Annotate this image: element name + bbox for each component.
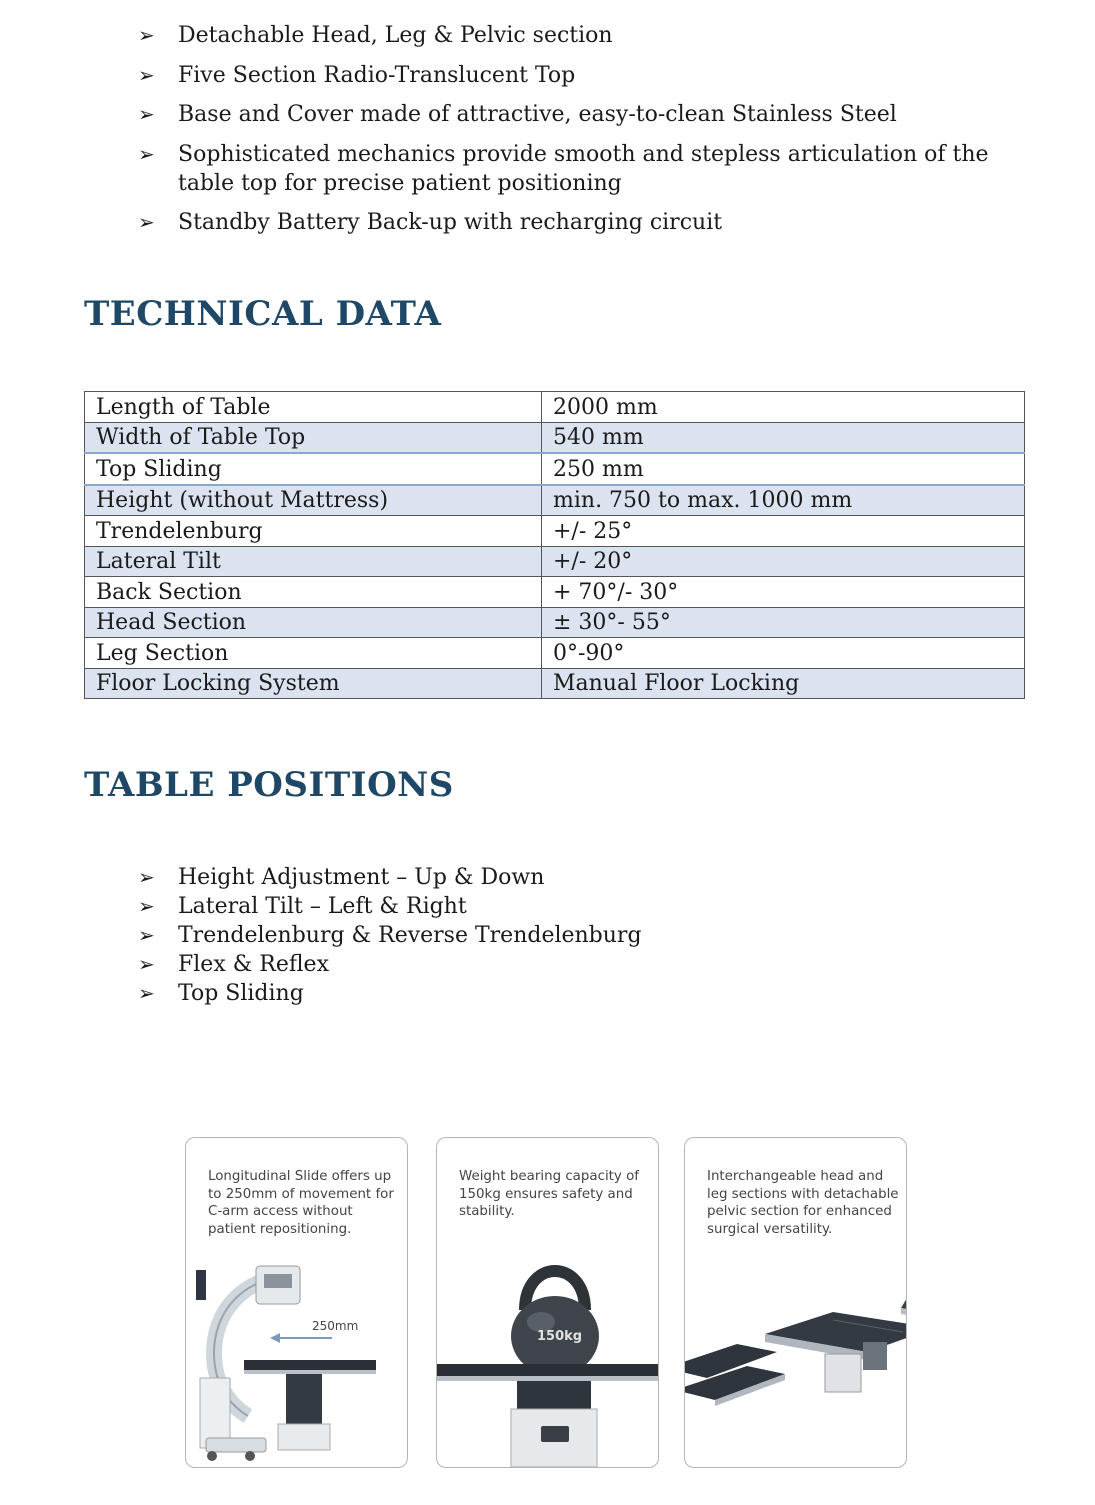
table-row — [85, 607, 1025, 638]
slide-distance-label: 250mm — [312, 1319, 359, 1333]
position-text: Flex & Reflex — [178, 952, 329, 977]
list-item — [138, 100, 1018, 129]
spec-value: +/- 20° — [542, 546, 1025, 577]
table-row — [85, 668, 1025, 699]
list-item — [138, 921, 642, 950]
spec-value: min. 750 to max. 1000 mm — [542, 485, 1025, 516]
list-item — [138, 61, 1018, 90]
spec-label: Head Section — [85, 607, 542, 638]
card-caption: Weight bearing capacity of 150kg ensures safety and stability. — [459, 1169, 640, 1219]
table-positions-heading: TABLE POSITIONS — [84, 765, 454, 805]
arrowhead-bullet-icon: ➢ — [138, 952, 155, 976]
table-row — [85, 516, 1025, 547]
positions-list — [138, 863, 642, 1008]
table-row — [85, 546, 1025, 577]
table-row — [85, 422, 1025, 453]
c-arm-table-illustration — [186, 1138, 407, 1467]
arrowhead-bullet-icon: ➢ — [138, 141, 155, 166]
weight-label: 150kg — [537, 1329, 583, 1344]
spec-label: Width of Table Top — [85, 422, 542, 453]
spec-value: 540 mm — [542, 422, 1025, 453]
arrowhead-bullet-icon: ➢ — [138, 923, 155, 947]
list-item — [138, 892, 642, 921]
spec-label: Back Section — [85, 577, 542, 608]
table-row — [85, 453, 1025, 485]
technical-data-heading: TECHNICAL DATA — [84, 294, 442, 334]
spec-label: Lateral Tilt — [85, 546, 542, 577]
table-row — [85, 485, 1025, 516]
spec-label: Leg Section — [85, 638, 542, 669]
list-item — [138, 950, 642, 979]
arrowhead-bullet-icon: ➢ — [138, 981, 155, 1005]
spec-value: +/- 25° — [542, 516, 1025, 547]
feature-text: Base and Cover made of attractive, easy-to-clean Stainless Steel — [178, 102, 897, 127]
spec-label: Floor Locking System — [85, 668, 542, 699]
list-item — [138, 208, 1018, 237]
table-row — [85, 638, 1025, 669]
spec-value: ± 30°- 55° — [542, 607, 1025, 638]
position-text: Top Sliding — [178, 981, 304, 1006]
kettlebell-table-illustration — [437, 1138, 658, 1467]
spec-value: + 70°/- 30° — [542, 577, 1025, 608]
arrowhead-bullet-icon: ➢ — [138, 894, 155, 918]
table-sections-illustration — [685, 1138, 906, 1467]
card-caption: Interchangeable head and leg sections with detachable pelvic section for enhanced surgical versatility. — [707, 1169, 899, 1237]
technical-data-table — [84, 391, 1025, 699]
table-row — [85, 577, 1025, 608]
arrowhead-bullet-icon: ➢ — [138, 102, 155, 126]
position-text: Height Adjustment – Up & Down — [178, 865, 545, 890]
spec-value: 0°-90° — [542, 638, 1025, 669]
arrowhead-bullet-icon: ➢ — [138, 865, 155, 889]
spec-value: Manual Floor Locking — [542, 668, 1025, 699]
list-item — [138, 863, 642, 892]
spec-label: Length of Table — [85, 392, 542, 423]
card-caption: Longitudinal Slide offers up to 250mm of movement for C-arm access without patient repositioning. — [208, 1169, 394, 1237]
arrowhead-bullet-icon: ➢ — [138, 210, 155, 234]
list-item — [138, 140, 1018, 198]
feature-card-sections — [684, 1137, 907, 1468]
arrowhead-bullet-icon: ➢ — [138, 23, 155, 47]
feature-text: Sophisticated mechanics provide smooth and stepless articulation of the table top for precise patient positioning — [178, 141, 989, 196]
spec-label: Top Sliding — [85, 453, 542, 485]
spec-label: Height (without Mattress) — [85, 485, 542, 516]
feature-card-capacity — [436, 1137, 659, 1468]
position-text: Trendelenburg & Reverse Trendelenburg — [178, 923, 642, 948]
list-item — [138, 979, 642, 1008]
feature-card-slide — [185, 1137, 408, 1468]
spec-label: Trendelenburg — [85, 516, 542, 547]
feature-list — [138, 21, 1018, 237]
spec-value: 2000 mm — [542, 392, 1025, 423]
spec-value: 250 mm — [542, 453, 1025, 485]
feature-text: Five Section Radio-Translucent Top — [178, 62, 576, 88]
position-text: Lateral Tilt – Left & Right — [178, 894, 467, 919]
feature-text: Standby Battery Back-up with recharging circuit — [178, 210, 723, 235]
table-row — [85, 392, 1025, 423]
list-item — [138, 21, 1018, 50]
feature-text: Detachable Head, Leg & Pelvic section — [178, 23, 613, 48]
arrowhead-bullet-icon: ➢ — [138, 62, 155, 87]
